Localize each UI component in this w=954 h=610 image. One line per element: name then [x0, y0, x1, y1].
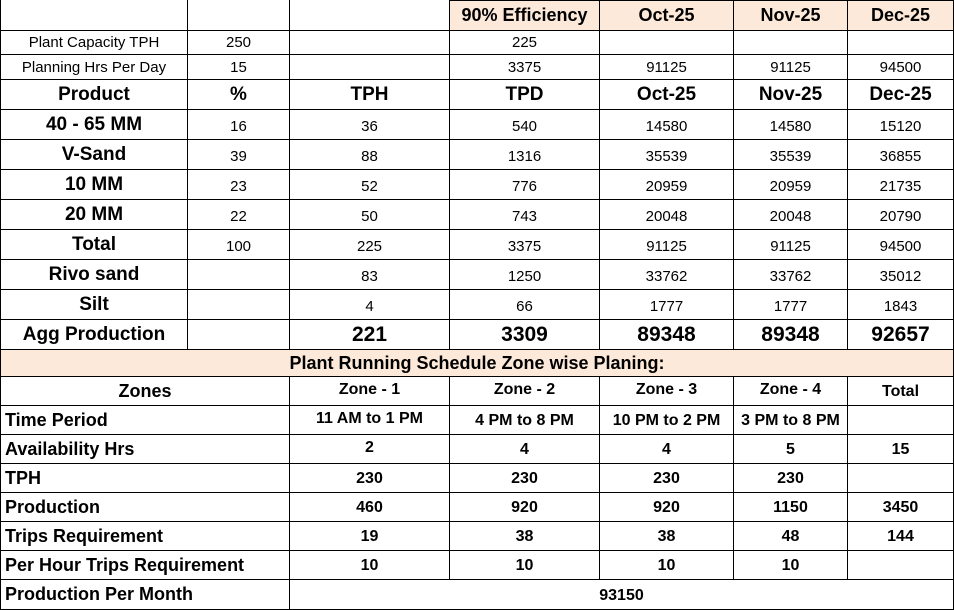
- schedule-title[interactable]: Plant Running Schedule Zone wise Planing:: [0, 350, 954, 377]
- table-row-total: [0, 230, 954, 260]
- cell[interactable]: 16: [188, 110, 290, 140]
- cell[interactable]: 1150: [734, 493, 848, 522]
- product-name[interactable]: 20 MM: [0, 200, 188, 230]
- cell[interactable]: 230: [450, 464, 600, 493]
- total-header[interactable]: Total: [848, 377, 954, 406]
- row-label[interactable]: Time Period: [0, 406, 290, 435]
- cell[interactable]: 22: [188, 200, 290, 230]
- zone-header[interactable]: Zone - 1: [290, 377, 450, 406]
- cell[interactable]: 4: [450, 435, 600, 464]
- cell[interactable]: 2: [290, 435, 450, 464]
- cell[interactable]: 39: [188, 140, 290, 170]
- cell[interactable]: 225: [450, 31, 600, 55]
- row-tph: [0, 464, 954, 493]
- cell[interactable]: 15120: [848, 110, 954, 140]
- table-row: [0, 140, 954, 170]
- cell[interactable]: 48: [734, 522, 848, 551]
- cell[interactable]: 11 AM to 1 PM: [290, 406, 450, 435]
- cell[interactable]: 23: [188, 170, 290, 200]
- zone-header[interactable]: Zone - 3: [600, 377, 734, 406]
- cell[interactable]: 14580: [734, 110, 848, 140]
- column-header[interactable]: Oct-25: [600, 80, 734, 110]
- table-row: [0, 260, 954, 290]
- cell[interactable]: 4: [290, 290, 450, 320]
- cell[interactable]: [600, 31, 734, 55]
- cell[interactable]: 89348: [600, 320, 734, 350]
- row-label[interactable]: Production Per Month: [0, 580, 290, 610]
- cell[interactable]: 225: [290, 230, 450, 260]
- cell[interactable]: [848, 464, 954, 493]
- cell[interactable]: 38: [600, 522, 734, 551]
- row-label[interactable]: Production: [0, 493, 290, 522]
- product-name[interactable]: Total: [0, 230, 188, 260]
- cell[interactable]: 94500: [848, 230, 954, 260]
- cell[interactable]: 4 PM to 8 PM: [450, 406, 600, 435]
- cell[interactable]: 92657: [848, 320, 954, 350]
- cell[interactable]: 5: [734, 435, 848, 464]
- cell[interactable]: 10: [734, 551, 848, 580]
- cell[interactable]: 33762: [734, 260, 848, 290]
- cell[interactable]: 3375: [450, 230, 600, 260]
- cell[interactable]: 230: [290, 464, 450, 493]
- row-planning-hours: [0, 55, 954, 80]
- product-name[interactable]: Silt: [0, 290, 188, 320]
- product-name[interactable]: Rivo sand: [0, 260, 188, 290]
- cell[interactable]: 10: [290, 551, 450, 580]
- cell[interactable]: [290, 0, 450, 31]
- agg-production-label[interactable]: Agg Production: [0, 320, 188, 350]
- zone-header[interactable]: Zone - 4: [734, 377, 848, 406]
- column-header[interactable]: %: [188, 80, 290, 110]
- cell-label[interactable]: Plant Capacity TPH: [0, 31, 188, 55]
- cell[interactable]: 4: [600, 435, 734, 464]
- efficiency-header[interactable]: 90% Efficiency: [450, 0, 600, 31]
- cell[interactable]: 230: [600, 464, 734, 493]
- row-label[interactable]: Per Hour Trips Requirement: [0, 551, 290, 580]
- cell[interactable]: 1777: [734, 290, 848, 320]
- row-production: [0, 493, 954, 522]
- cell[interactable]: [188, 260, 290, 290]
- row-production-per-month: [0, 580, 954, 610]
- cell[interactable]: 36: [290, 110, 450, 140]
- product-name[interactable]: 40 - 65 MM: [0, 110, 188, 140]
- cell[interactable]: 38: [450, 522, 600, 551]
- cell[interactable]: 221: [290, 320, 450, 350]
- cell[interactable]: 94500: [848, 55, 954, 80]
- cell[interactable]: 35539: [734, 140, 848, 170]
- column-header[interactable]: Product: [0, 80, 188, 110]
- cell[interactable]: 83: [290, 260, 450, 290]
- cell[interactable]: 35539: [600, 140, 734, 170]
- cell[interactable]: 540: [450, 110, 600, 140]
- cell[interactable]: [734, 31, 848, 55]
- cell[interactable]: 3 PM to 8 PM: [734, 406, 848, 435]
- cell[interactable]: 743: [450, 200, 600, 230]
- zone-header[interactable]: Zone - 2: [450, 377, 600, 406]
- cell[interactable]: 1843: [848, 290, 954, 320]
- cell[interactable]: 91125: [600, 55, 734, 80]
- cell[interactable]: [848, 31, 954, 55]
- cell[interactable]: 89348: [734, 320, 848, 350]
- row-trips: [0, 522, 954, 551]
- cell[interactable]: 20790: [848, 200, 954, 230]
- column-header[interactable]: TPD: [450, 80, 600, 110]
- cell[interactable]: 15: [188, 55, 290, 80]
- cell[interactable]: 20959: [734, 170, 848, 200]
- cell[interactable]: 20048: [600, 200, 734, 230]
- row-time-period: [0, 406, 954, 435]
- row-per-hour-trips: [0, 551, 954, 580]
- cell[interactable]: 50: [290, 200, 450, 230]
- cell[interactable]: 91125: [734, 55, 848, 80]
- cell[interactable]: 10: [600, 551, 734, 580]
- cell[interactable]: [188, 320, 290, 350]
- cell[interactable]: 52: [290, 170, 450, 200]
- cell[interactable]: 88: [290, 140, 450, 170]
- column-header[interactable]: Dec-25: [848, 80, 954, 110]
- cell[interactable]: [290, 31, 450, 55]
- cell[interactable]: 14580: [600, 110, 734, 140]
- table-row: [0, 200, 954, 230]
- cell[interactable]: 21735: [848, 170, 954, 200]
- table-row: [0, 170, 954, 200]
- cell[interactable]: 250: [188, 31, 290, 55]
- column-header[interactable]: TPH: [290, 80, 450, 110]
- cell[interactable]: 144: [848, 522, 954, 551]
- row-label[interactable]: Availability Hrs: [0, 435, 290, 464]
- column-header[interactable]: Nov-25: [734, 80, 848, 110]
- cell[interactable]: 920: [450, 493, 600, 522]
- month-header-nov[interactable]: Nov-25: [734, 0, 848, 31]
- product-name[interactable]: V-Sand: [0, 140, 188, 170]
- cell[interactable]: 15: [848, 435, 954, 464]
- cell[interactable]: [290, 55, 450, 80]
- cell[interactable]: [848, 551, 954, 580]
- table-row: [0, 290, 954, 320]
- cell[interactable]: 91125: [734, 230, 848, 260]
- row-agg-production: [0, 320, 954, 350]
- cell[interactable]: 33762: [600, 260, 734, 290]
- row-label[interactable]: Trips Requirement: [0, 522, 290, 551]
- cell[interactable]: 19: [290, 522, 450, 551]
- month-header-dec[interactable]: Dec-25: [848, 0, 954, 31]
- cell[interactable]: 10: [450, 551, 600, 580]
- cell[interactable]: 36855: [848, 140, 954, 170]
- cell[interactable]: 20959: [600, 170, 734, 200]
- cell-label[interactable]: Planning Hrs Per Day: [0, 55, 188, 80]
- cell[interactable]: 3450: [848, 493, 954, 522]
- cell[interactable]: 91125: [600, 230, 734, 260]
- cell[interactable]: 3309: [450, 320, 600, 350]
- row-schedule-title: [0, 350, 954, 377]
- row-label[interactable]: TPH: [0, 464, 290, 493]
- table-row: [0, 110, 954, 140]
- cell[interactable]: 1250: [450, 260, 600, 290]
- cell[interactable]: [0, 0, 188, 31]
- cell[interactable]: 3375: [450, 55, 600, 80]
- row-plant-capacity: [0, 31, 954, 55]
- cell[interactable]: 230: [734, 464, 848, 493]
- cell[interactable]: 10 PM to 2 PM: [600, 406, 734, 435]
- cell[interactable]: 1316: [450, 140, 600, 170]
- cell[interactable]: [848, 406, 954, 435]
- row-zones-header: [0, 377, 954, 406]
- zones-header[interactable]: Zones: [0, 377, 290, 406]
- row-month-header: [0, 0, 954, 31]
- cell[interactable]: 1777: [600, 290, 734, 320]
- cell[interactable]: 20048: [734, 200, 848, 230]
- cell[interactable]: 66: [450, 290, 600, 320]
- cell[interactable]: 100: [188, 230, 290, 260]
- cell[interactable]: 35012: [848, 260, 954, 290]
- month-header-oct[interactable]: Oct-25: [600, 0, 734, 31]
- production-per-month-value[interactable]: 93150: [290, 580, 954, 610]
- cell[interactable]: [188, 0, 290, 31]
- cell[interactable]: 920: [600, 493, 734, 522]
- cell[interactable]: [188, 290, 290, 320]
- row-column-headers: [0, 80, 954, 110]
- row-availability: [0, 435, 954, 464]
- cell[interactable]: 460: [290, 493, 450, 522]
- cell[interactable]: 776: [450, 170, 600, 200]
- product-name[interactable]: 10 MM: [0, 170, 188, 200]
